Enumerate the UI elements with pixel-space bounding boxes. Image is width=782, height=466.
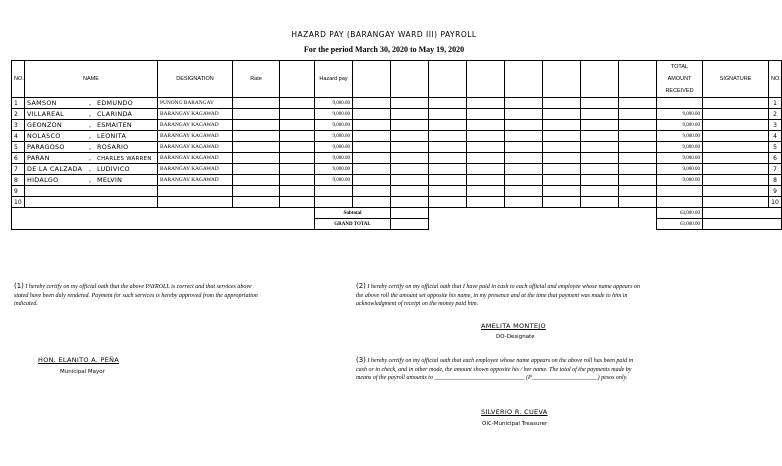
- col-signature: SIGNATURE: [703, 61, 769, 98]
- total-amount-cell: [657, 197, 703, 208]
- rate-cell: [233, 186, 280, 197]
- mayor-name: HON. ELANITO A. PEÑA: [38, 356, 120, 364]
- table-row: [12, 109, 782, 120]
- hazard-pay-cell: [315, 197, 353, 208]
- blank-cell: [619, 164, 657, 175]
- blank-cell: [280, 131, 315, 142]
- row-number: 9: [12, 186, 25, 197]
- blank-cell: [280, 164, 315, 175]
- blank-cell: [280, 109, 315, 120]
- employee-last-name: PARAN: [27, 154, 50, 162]
- employee-first-name: EDMUNDO: [97, 99, 133, 107]
- grand-total-spacer: [391, 219, 429, 230]
- blank-cell: [467, 164, 505, 175]
- name-separator: ,: [89, 143, 92, 151]
- payroll-title: HAZARD PAY (BARANGAY WARD III) PAYROLL: [291, 30, 477, 39]
- blank-cell: [391, 120, 429, 131]
- total-amount-cell: 9,000.00: [657, 175, 703, 186]
- rate-cell: [233, 153, 280, 164]
- blank-cell: [505, 131, 543, 142]
- col-total-line1: TOTAL: [670, 64, 689, 70]
- employee-last-name: NOLASCO: [27, 132, 61, 140]
- row-number: 10: [12, 197, 25, 208]
- signature-cell: [703, 120, 769, 131]
- blank-cell: [467, 186, 505, 197]
- blank-cell: [280, 153, 315, 164]
- blank-cell: [391, 142, 429, 153]
- signature-cell: [703, 175, 769, 186]
- blank-cell: [505, 153, 543, 164]
- employee-first-name: LUDIVICO: [97, 165, 130, 173]
- employee-last-name: HIDALGO: [27, 176, 59, 184]
- blank-cell: [353, 131, 391, 142]
- blank-cell: [391, 175, 429, 186]
- blank-cell: [353, 153, 391, 164]
- rate-cell: [233, 175, 280, 186]
- row-number: 2: [12, 109, 25, 120]
- col-blank-3: [429, 61, 467, 98]
- payroll-table: [11, 60, 782, 230]
- rate-cell: [233, 164, 280, 175]
- blank-cell: [543, 98, 581, 109]
- name-separator: ,: [89, 121, 92, 129]
- blank-cell: [581, 109, 619, 120]
- blank-cell: [353, 109, 391, 120]
- hazard-pay-cell: [315, 186, 353, 197]
- table-row: [12, 197, 782, 208]
- blank-cell: [505, 142, 543, 153]
- col-blank-4: [467, 61, 505, 98]
- grand-total-sig: [703, 219, 782, 230]
- blank-cell: [429, 131, 467, 142]
- row-number-right: 8: [769, 175, 782, 186]
- hazard-pay-cell: 9,000.00: [315, 164, 353, 175]
- hazard-pay-cell: 9,000.00: [315, 131, 353, 142]
- col-designation: DESIGNATION: [158, 61, 233, 98]
- row-number-right: 9: [769, 186, 782, 197]
- blank-cell: [280, 186, 315, 197]
- grand-total-left: [12, 219, 315, 230]
- col-blank-a: [280, 61, 315, 98]
- cert2-text: I hereby certify on my official oath that I have paid in cash to each official and employee whose name appears on the above roll the amount set opposite his name, in my presence and at the time that payment was made to him in acknowledgment of receipt on the money paid him.: [356, 284, 640, 307]
- col-blank-6: [543, 61, 581, 98]
- blank-cell: [391, 109, 429, 120]
- cert1-number: (1): [14, 282, 24, 290]
- row-number-right: 6: [769, 153, 782, 164]
- col-no: NO.: [12, 61, 25, 98]
- blank-cell: [505, 175, 543, 186]
- employee-designation: BARANGAY KAGAWAD: [158, 120, 233, 131]
- col-rate: Rate: [233, 61, 280, 98]
- blank-cell: [467, 175, 505, 186]
- hazard-pay-cell: 9,000.00: [315, 109, 353, 120]
- blank-cell: [619, 186, 657, 197]
- blank-cell: [391, 197, 429, 208]
- blank-cell: [280, 98, 315, 109]
- hazard-pay-cell: 9,000.00: [315, 153, 353, 164]
- certification-3: [356, 356, 644, 383]
- blank-cell: [581, 98, 619, 109]
- blank-cell: [391, 131, 429, 142]
- blank-cell: [581, 175, 619, 186]
- subtotal-label: Subtotal: [315, 208, 391, 219]
- name-separator: ,: [89, 176, 92, 184]
- hazard-pay-cell: 9,000.00: [315, 175, 353, 186]
- employee-designation: BARANGAY KAGAWAD: [158, 164, 233, 175]
- blank-cell: [467, 120, 505, 131]
- blank-cell: [429, 197, 467, 208]
- col-no-right: NO.: [769, 61, 782, 98]
- blank-cell: [619, 131, 657, 142]
- blank-cell: [619, 120, 657, 131]
- signature-cell: [703, 197, 769, 208]
- employee-first-name: ROSARIO: [97, 143, 129, 151]
- employee-designation: [158, 186, 233, 197]
- employee-name: [25, 164, 158, 175]
- employee-last-name: PARAGOSO: [27, 143, 65, 151]
- employee-first-name: ESMAITEN: [97, 121, 132, 129]
- blank-cell: [353, 98, 391, 109]
- row-number-right: 2: [769, 109, 782, 120]
- treasurer-title: OIC-Municipal Treasurer: [482, 421, 548, 427]
- hazard-pay-cell: 9,000.00: [315, 120, 353, 131]
- table-row: [12, 120, 782, 131]
- rate-cell: [233, 120, 280, 131]
- employee-last-name: VILLAREAL: [27, 110, 65, 118]
- blank-cell: [619, 142, 657, 153]
- hazard-pay-cell: 9,000.00: [315, 142, 353, 153]
- employee-name: [25, 186, 158, 197]
- blank-cell: [429, 109, 467, 120]
- blank-cell: [543, 175, 581, 186]
- blank-cell: [391, 98, 429, 109]
- total-amount-cell: [657, 186, 703, 197]
- row-number-right: 5: [769, 142, 782, 153]
- total-amount-cell: 9,000.00: [657, 142, 703, 153]
- grand-total-total: 63,000.00: [657, 219, 703, 230]
- total-amount-cell: 9,000.00: [657, 120, 703, 131]
- employee-first-name: CHARLES WARREN: [97, 156, 152, 162]
- table-row: [12, 131, 782, 142]
- row-number: 8: [12, 175, 25, 186]
- signature-cell: [703, 186, 769, 197]
- name-separator: ,: [89, 165, 92, 173]
- col-blank-5: [505, 61, 543, 98]
- certification-2: [356, 282, 644, 309]
- payroll-period: For the period March 30, 2020 to May 19, 2020: [303, 45, 465, 54]
- blank-cell: [581, 153, 619, 164]
- blank-cell: [543, 153, 581, 164]
- employee-first-name: LEONITA: [97, 132, 127, 140]
- signature-cell: [703, 153, 769, 164]
- col-blank-7: [581, 61, 619, 98]
- blank-cell: [280, 175, 315, 186]
- blank-cell: [505, 120, 543, 131]
- blank-cell: [429, 186, 467, 197]
- blank-cell: [353, 164, 391, 175]
- blank-cell: [543, 131, 581, 142]
- employee-name: [25, 142, 158, 153]
- row-number-right: 1: [769, 98, 782, 109]
- employee-designation: [158, 197, 233, 208]
- table-row: [12, 175, 782, 186]
- table-row: [12, 142, 782, 153]
- blank-cell: [429, 98, 467, 109]
- row-number-right: 4: [769, 131, 782, 142]
- blank-cell: [581, 197, 619, 208]
- employee-name: [25, 153, 158, 164]
- signature-cell: [703, 98, 769, 109]
- blank-cell: [543, 164, 581, 175]
- blank-cell: [619, 153, 657, 164]
- grand-total-label: GRAND TOTAL: [315, 219, 391, 230]
- grand-total-row: [12, 219, 782, 230]
- row-number-right: 3: [769, 120, 782, 131]
- blank-cell: [581, 131, 619, 142]
- signature-cell: [703, 109, 769, 120]
- col-blank-8: [619, 61, 657, 98]
- row-number-right: 10: [769, 197, 782, 208]
- table-row: [12, 186, 782, 197]
- blank-cell: [353, 197, 391, 208]
- blank-cell: [467, 142, 505, 153]
- row-number: 7: [12, 164, 25, 175]
- rate-cell: [233, 142, 280, 153]
- treasurer-name: SILVERIO R. CUEVA: [481, 408, 548, 416]
- name-separator: ,: [89, 154, 92, 162]
- rate-cell: [233, 98, 280, 109]
- blank-cell: [543, 120, 581, 131]
- employee-name: [25, 109, 158, 120]
- blank-cell: [280, 120, 315, 131]
- blank-cell: [619, 109, 657, 120]
- header-row: [12, 61, 782, 98]
- employee-designation: BARANGAY KAGAWAD: [158, 142, 233, 153]
- col-total-amount: [657, 61, 703, 98]
- blank-cell: [353, 142, 391, 153]
- employee-name: [25, 120, 158, 131]
- rate-cell: [233, 131, 280, 142]
- certification-1: [14, 282, 260, 309]
- blank-cell: [619, 175, 657, 186]
- blank-cell: [391, 153, 429, 164]
- blank-cell: [543, 109, 581, 120]
- blank-cell: [353, 175, 391, 186]
- cert2-number: (2): [356, 282, 366, 290]
- cert3-text: I hereby certify on my official oath that each employee whose name appears on the above roll has been paid in cash or in check, and in other mode, the amount shown opposite his / her name. The total of the payments made by means of the payroll amounts to ______________________________ (P______________________) pesos only.: [356, 358, 634, 381]
- blank-cell: [429, 120, 467, 131]
- employee-name: [25, 175, 158, 186]
- employee-designation: BARANGAY KAGAWAD: [158, 175, 233, 186]
- subtotal-row: [12, 208, 782, 219]
- blank-cell: [280, 142, 315, 153]
- row-number: 1: [12, 98, 25, 109]
- row-number: 4: [12, 131, 25, 142]
- blank-cell: [391, 164, 429, 175]
- hazard-pay-cell: 9,000.00: [315, 98, 353, 109]
- row-number: 5: [12, 142, 25, 153]
- employee-last-name: GEONZON: [27, 121, 63, 129]
- col-total-line2: AMOUNT: [667, 76, 692, 82]
- signature-cell: [703, 164, 769, 175]
- blank-cell: [353, 186, 391, 197]
- total-amount-cell: 9,000.00: [657, 164, 703, 175]
- blank-cell: [581, 164, 619, 175]
- blank-cell: [543, 142, 581, 153]
- signature-cell: [703, 131, 769, 142]
- signature-cell: [703, 142, 769, 153]
- table-row: [12, 153, 782, 164]
- total-amount-cell: 9,000.00: [657, 131, 703, 142]
- employee-designation: BARANGAY KAGAWAD: [158, 131, 233, 142]
- col-total-line3: RECEIVED: [665, 88, 694, 94]
- blank-cell: [429, 164, 467, 175]
- rate-cell: [233, 109, 280, 120]
- subtotal-spacer: [391, 208, 429, 219]
- employee-last-name: DE LA CALZADA: [27, 165, 83, 173]
- employee-designation: PUNONG BARANGAY: [158, 98, 233, 109]
- cert3-number: (3): [356, 356, 366, 364]
- employee-last-name: SAMSON: [27, 99, 57, 107]
- blank-cell: [429, 153, 467, 164]
- rate-cell: [233, 197, 280, 208]
- subtotal-sig: [703, 208, 782, 219]
- name-separator: ,: [89, 99, 92, 107]
- blank-cell: [581, 186, 619, 197]
- table-row: [12, 164, 782, 175]
- blank-cell: [505, 197, 543, 208]
- cert1-text: I hereby certify on my official oath that the above PAYROLL is correct and that services above stated have been duly rendered. Payment for such services is hereby approved from the appropriation indicated.: [14, 284, 258, 307]
- blank-cell: [581, 142, 619, 153]
- employee-designation: BARANGAY KAGAWAD: [158, 109, 233, 120]
- employee-name: [25, 131, 158, 142]
- blank-cell: [619, 98, 657, 109]
- blank-cell: [467, 197, 505, 208]
- blank-cell: [353, 120, 391, 131]
- do-designate-title: DO-Designate: [496, 334, 535, 340]
- blank-cell: [543, 197, 581, 208]
- blank-cell: [505, 186, 543, 197]
- total-amount-cell: [657, 98, 703, 109]
- blank-cell: [391, 186, 429, 197]
- table-row: [12, 98, 782, 109]
- blank-cell: [467, 131, 505, 142]
- col-hazard-pay: Hazard pay: [315, 61, 353, 98]
- employee-first-name: MELVIN: [97, 176, 123, 184]
- employee-first-name: CLARINDA: [97, 110, 133, 118]
- total-amount-cell: 9,000.00: [657, 109, 703, 120]
- row-number-right: 7: [769, 164, 782, 175]
- blank-cell: [280, 197, 315, 208]
- grand-total-gap: [429, 219, 657, 230]
- subtotal-left: [12, 208, 315, 219]
- blank-cell: [467, 109, 505, 120]
- name-separator: ,: [89, 110, 92, 118]
- row-number: 3: [12, 120, 25, 131]
- name-separator: ,: [89, 132, 92, 140]
- subtotal-gap: [429, 208, 657, 219]
- col-blank-2: [391, 61, 429, 98]
- subtotal-total: 63,000.00: [657, 208, 703, 219]
- employee-name: [25, 197, 158, 208]
- do-designate-name: AMELITA MONTEJO: [481, 322, 546, 330]
- blank-cell: [429, 142, 467, 153]
- blank-cell: [505, 98, 543, 109]
- row-number: 6: [12, 153, 25, 164]
- employee-designation: BARANGAY KAGAWAD: [158, 153, 233, 164]
- blank-cell: [581, 120, 619, 131]
- blank-cell: [467, 153, 505, 164]
- blank-cell: [505, 109, 543, 120]
- employee-name: [25, 98, 158, 109]
- blank-cell: [619, 197, 657, 208]
- blank-cell: [543, 186, 581, 197]
- blank-cell: [505, 164, 543, 175]
- total-amount-cell: 9,000.00: [657, 153, 703, 164]
- col-name: NAME: [25, 61, 158, 98]
- blank-cell: [467, 98, 505, 109]
- mayor-title: Municipal Mayor: [60, 369, 105, 375]
- col-blank-1: [353, 61, 391, 98]
- blank-cell: [429, 175, 467, 186]
